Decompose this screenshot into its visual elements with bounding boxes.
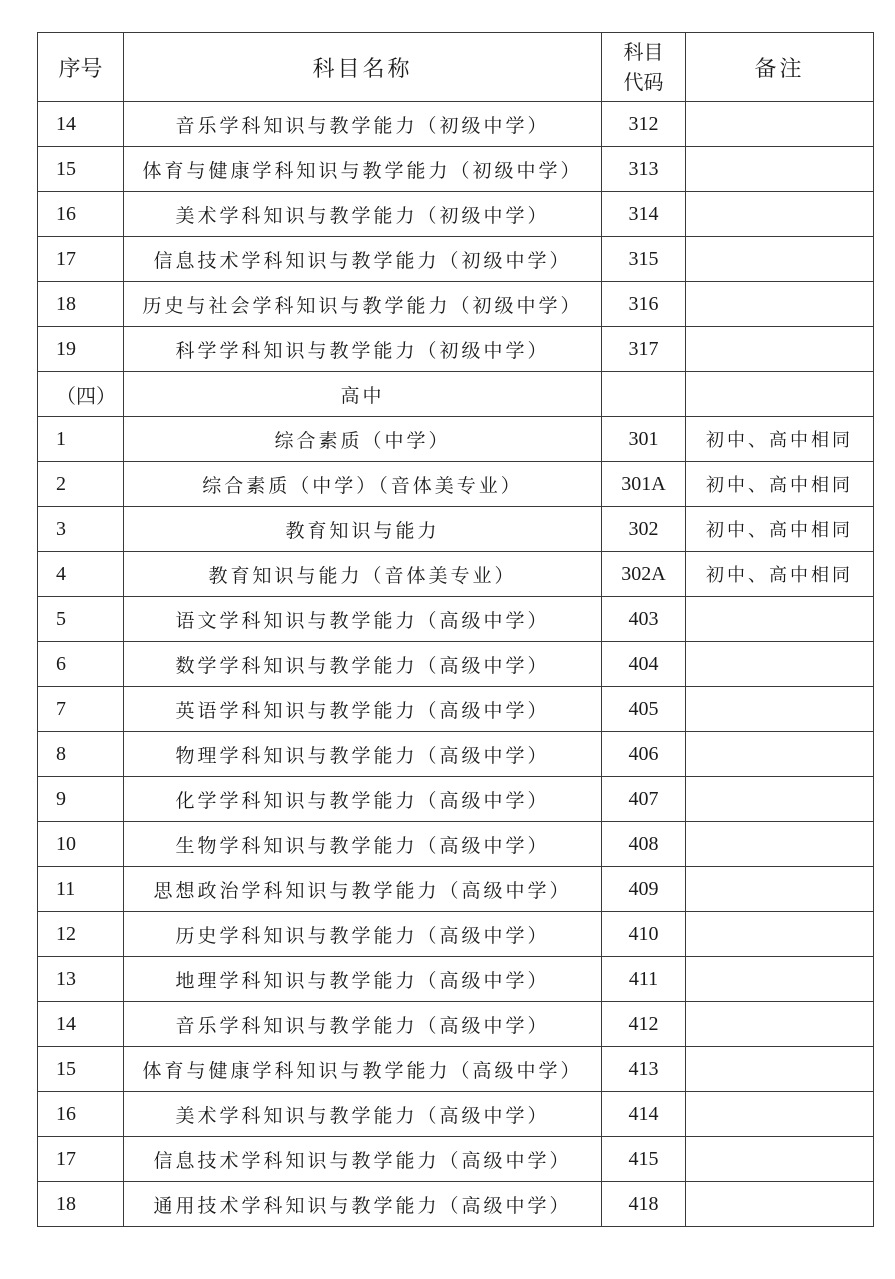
table-row <box>38 822 874 867</box>
row-subject-name: 思想政治学科知识与教学能力（高级中学） <box>124 867 602 912</box>
row-subject-code: 302A <box>602 552 686 597</box>
table-row <box>38 417 874 462</box>
row-subject-name: 美术学科知识与教学能力（初级中学） <box>124 192 602 237</box>
row-subject-code: 315 <box>602 237 686 282</box>
row-subject-name: 教育知识与能力 <box>124 507 602 552</box>
row-remarks <box>686 327 874 372</box>
row-remarks <box>686 1137 874 1182</box>
row-subject-name: 音乐学科知识与教学能力（高级中学） <box>124 1002 602 1047</box>
row-subject-code: 317 <box>602 327 686 372</box>
row-remarks: 初中、高中相同 <box>686 507 874 552</box>
row-subject-code: 414 <box>602 1092 686 1137</box>
row-subject-name: 历史与社会学科知识与教学能力（初级中学） <box>124 282 602 327</box>
row-remarks <box>686 912 874 957</box>
row-subject-code: 418 <box>602 1182 686 1227</box>
table-row <box>38 372 874 417</box>
table-row <box>38 282 874 327</box>
row-subject-name: 信息技术学科知识与教学能力（初级中学） <box>124 237 602 282</box>
table-row <box>38 507 874 552</box>
row-serial-number: 15 <box>38 147 124 192</box>
table-row <box>38 912 874 957</box>
table-row <box>38 1092 874 1137</box>
row-subject-name: 美术学科知识与教学能力（高级中学） <box>124 1092 602 1137</box>
row-subject-name: 科学学科知识与教学能力（初级中学） <box>124 327 602 372</box>
row-serial-number: 5 <box>38 597 124 642</box>
header-subject-code-line1: 科目 <box>623 40 664 64</box>
row-serial-number: 15 <box>38 1047 124 1092</box>
table-row <box>38 552 874 597</box>
row-remarks <box>686 1182 874 1227</box>
table-row <box>38 867 874 912</box>
row-subject-code: 302 <box>602 507 686 552</box>
row-remarks <box>686 822 874 867</box>
row-serial-number: 19 <box>38 327 124 372</box>
row-subject-code: 301 <box>602 417 686 462</box>
row-remarks <box>686 102 874 147</box>
row-serial-number: 8 <box>38 732 124 777</box>
row-serial-number: 17 <box>38 237 124 282</box>
row-subject-name: 数学学科知识与教学能力（高级中学） <box>124 642 602 687</box>
row-subject-code <box>602 372 686 417</box>
row-remarks <box>686 687 874 732</box>
row-subject-name: 信息技术学科知识与教学能力（高级中学） <box>124 1137 602 1182</box>
row-subject-code: 413 <box>602 1047 686 1092</box>
row-subject-code: 411 <box>602 957 686 1002</box>
row-serial-number: 2 <box>38 462 124 507</box>
row-subject-code: 410 <box>602 912 686 957</box>
row-remarks <box>686 147 874 192</box>
row-subject-code: 301A <box>602 462 686 507</box>
table-row <box>38 327 874 372</box>
row-remarks <box>686 642 874 687</box>
table-row <box>38 192 874 237</box>
row-remarks <box>686 732 874 777</box>
row-remarks <box>686 1092 874 1137</box>
header-serial-number: 序号 <box>38 33 124 102</box>
row-remarks <box>686 1002 874 1047</box>
row-serial-number: 10 <box>38 822 124 867</box>
row-serial-number: 17 <box>38 1137 124 1182</box>
row-remarks <box>686 777 874 822</box>
row-subject-code: 412 <box>602 1002 686 1047</box>
table-row <box>38 732 874 777</box>
table-row <box>38 462 874 507</box>
row-serial-number: 18 <box>38 282 124 327</box>
row-subject-code: 406 <box>602 732 686 777</box>
row-subject-code: 408 <box>602 822 686 867</box>
row-subject-name: 地理学科知识与教学能力（高级中学） <box>124 957 602 1002</box>
row-serial-number: 6 <box>38 642 124 687</box>
row-subject-name: 综合素质（中学）（音体美专业） <box>124 462 602 507</box>
row-remarks <box>686 237 874 282</box>
row-subject-code: 312 <box>602 102 686 147</box>
header-subject-code-line2: 代码 <box>623 70 664 94</box>
row-subject-name: 通用技术学科知识与教学能力（高级中学） <box>124 1182 602 1227</box>
row-subject-name: 体育与健康学科知识与教学能力（初级中学） <box>124 147 602 192</box>
table-row <box>38 642 874 687</box>
row-subject-name: 音乐学科知识与教学能力（初级中学） <box>124 102 602 147</box>
row-subject-code: 314 <box>602 192 686 237</box>
row-subject-code: 316 <box>602 282 686 327</box>
table-header-row <box>38 33 874 102</box>
table-row <box>38 1047 874 1092</box>
row-serial-number: 14 <box>38 1002 124 1047</box>
table-row <box>38 777 874 822</box>
row-serial-number: 3 <box>38 507 124 552</box>
table-body <box>38 102 874 1227</box>
row-serial-number: 18 <box>38 1182 124 1227</box>
row-serial-number: 14 <box>38 102 124 147</box>
row-serial-number: （四） <box>38 372 124 417</box>
row-remarks <box>686 372 874 417</box>
table-row <box>38 237 874 282</box>
row-subject-name: 生物学科知识与教学能力（高级中学） <box>124 822 602 867</box>
table-row <box>38 687 874 732</box>
row-remarks: 初中、高中相同 <box>686 552 874 597</box>
header-subject-code <box>602 33 686 102</box>
row-remarks <box>686 192 874 237</box>
row-subject-name: 教育知识与能力（音体美专业） <box>124 552 602 597</box>
row-subject-name: 语文学科知识与教学能力（高级中学） <box>124 597 602 642</box>
table-row <box>38 1182 874 1227</box>
table-row <box>38 102 874 147</box>
row-remarks <box>686 957 874 1002</box>
row-subject-code: 313 <box>602 147 686 192</box>
row-serial-number: 4 <box>38 552 124 597</box>
row-subject-name: 历史学科知识与教学能力（高级中学） <box>124 912 602 957</box>
row-subject-name: 化学学科知识与教学能力（高级中学） <box>124 777 602 822</box>
row-remarks <box>686 1047 874 1092</box>
row-subject-name: 英语学科知识与教学能力（高级中学） <box>124 687 602 732</box>
row-subject-name: 综合素质（中学） <box>124 417 602 462</box>
row-serial-number: 7 <box>38 687 124 732</box>
row-subject-code: 407 <box>602 777 686 822</box>
row-remarks: 初中、高中相同 <box>686 462 874 507</box>
table-row <box>38 1002 874 1047</box>
row-subject-code: 415 <box>602 1137 686 1182</box>
row-remarks <box>686 597 874 642</box>
row-subject-code: 405 <box>602 687 686 732</box>
row-remarks <box>686 282 874 327</box>
row-serial-number: 9 <box>38 777 124 822</box>
row-subject-code: 409 <box>602 867 686 912</box>
row-subject-name: 高中 <box>124 372 602 417</box>
row-remarks: 初中、高中相同 <box>686 417 874 462</box>
row-subject-name: 物理学科知识与教学能力（高级中学） <box>124 732 602 777</box>
table-row <box>38 597 874 642</box>
row-serial-number: 16 <box>38 192 124 237</box>
row-serial-number: 13 <box>38 957 124 1002</box>
header-subject-name: 科目名称 <box>124 33 602 102</box>
row-serial-number: 16 <box>38 1092 124 1137</box>
row-subject-code: 404 <box>602 642 686 687</box>
row-remarks <box>686 867 874 912</box>
row-serial-number: 1 <box>38 417 124 462</box>
header-remarks: 备注 <box>686 33 874 102</box>
row-subject-code: 403 <box>602 597 686 642</box>
table-row <box>38 147 874 192</box>
table-row <box>38 957 874 1002</box>
row-serial-number: 11 <box>38 867 124 912</box>
table-row <box>38 1137 874 1182</box>
row-subject-name: 体育与健康学科知识与教学能力（高级中学） <box>124 1047 602 1092</box>
row-serial-number: 12 <box>38 912 124 957</box>
subject-code-table <box>37 32 874 1227</box>
